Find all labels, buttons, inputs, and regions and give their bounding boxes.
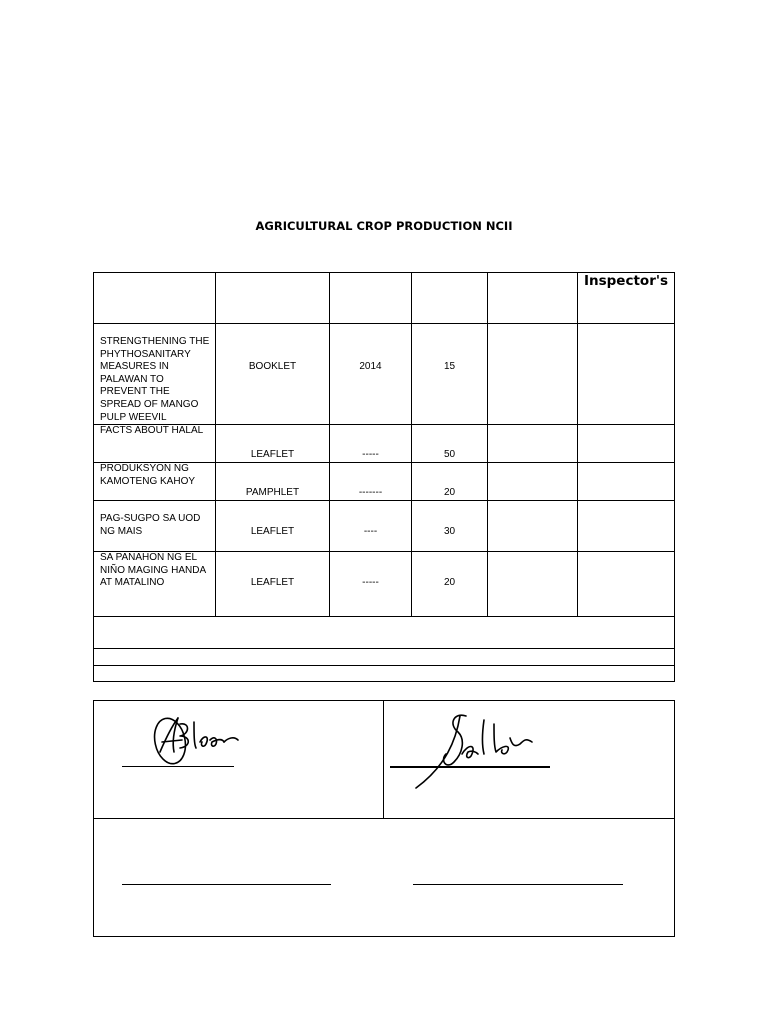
sig-box-center-divider xyxy=(383,700,384,819)
row-divider xyxy=(93,616,675,617)
row-5-year: ----- xyxy=(362,577,379,588)
sig-box-border-bottom xyxy=(93,936,675,937)
table-border-bottom xyxy=(93,681,675,682)
row-divider xyxy=(93,648,675,649)
table-header-divider xyxy=(93,323,675,324)
document-title: AGRICULTURAL CROP PRODUCTION NCII xyxy=(255,219,513,233)
row-2-year: ----- xyxy=(362,449,379,460)
row-4-qty: 30 xyxy=(443,526,456,537)
row-4-type: LEAFLET xyxy=(250,526,295,537)
sig-box-border-top xyxy=(93,700,675,701)
row-5-title: SA PANAHON NG EL NIÑO MAGING HANDA AT MATALINO xyxy=(100,552,206,589)
table-border-left xyxy=(93,272,94,682)
row-5-type: LEAFLET xyxy=(250,577,295,588)
column-divider xyxy=(215,272,216,617)
row-4-title: PAG-SUGPO SA UOD NG MAIS xyxy=(100,513,201,537)
row-divider xyxy=(93,665,675,666)
table-border-right xyxy=(674,272,675,682)
column-divider xyxy=(329,272,330,617)
signature-left-image xyxy=(150,712,242,772)
signature-line-lower-left xyxy=(122,884,331,885)
row-2-qty: 50 xyxy=(443,449,456,460)
row-4-year: ---- xyxy=(363,526,378,537)
column-divider xyxy=(411,272,412,617)
column-divider xyxy=(487,272,488,617)
row-1-title: STRENGTHENING THE PHYTHOSANITARY MEASURES IN PALAWAN TO PREVENT THE SPREAD OF MANGO PULP WEEVIL xyxy=(100,336,210,423)
sig-box-divider xyxy=(93,818,675,819)
row-3-type: PAMPHLET xyxy=(245,487,300,498)
sig-box-border-left xyxy=(93,700,94,937)
row-1-qty: 15 xyxy=(443,361,456,372)
inspector-header: Inspector's xyxy=(583,273,669,289)
row-3-title: PRODUKSYON NG KAMOTENG KAHOY xyxy=(100,463,196,487)
signature-right-image xyxy=(410,710,540,792)
row-3-year: ------- xyxy=(358,487,383,498)
row-3-qty: 20 xyxy=(443,487,456,498)
row-5-qty: 20 xyxy=(443,577,456,588)
row-1-year: 2014 xyxy=(359,361,382,372)
row-2-title: FACTS ABOUT HALAL xyxy=(100,425,204,436)
row-2-type: LEAFLET xyxy=(250,449,295,460)
column-divider xyxy=(577,272,578,617)
row-1-type: BOOKLET xyxy=(248,361,297,372)
row-divider xyxy=(93,500,675,501)
signature-line-lower-right xyxy=(413,884,623,885)
sig-box-border-right xyxy=(674,700,675,937)
